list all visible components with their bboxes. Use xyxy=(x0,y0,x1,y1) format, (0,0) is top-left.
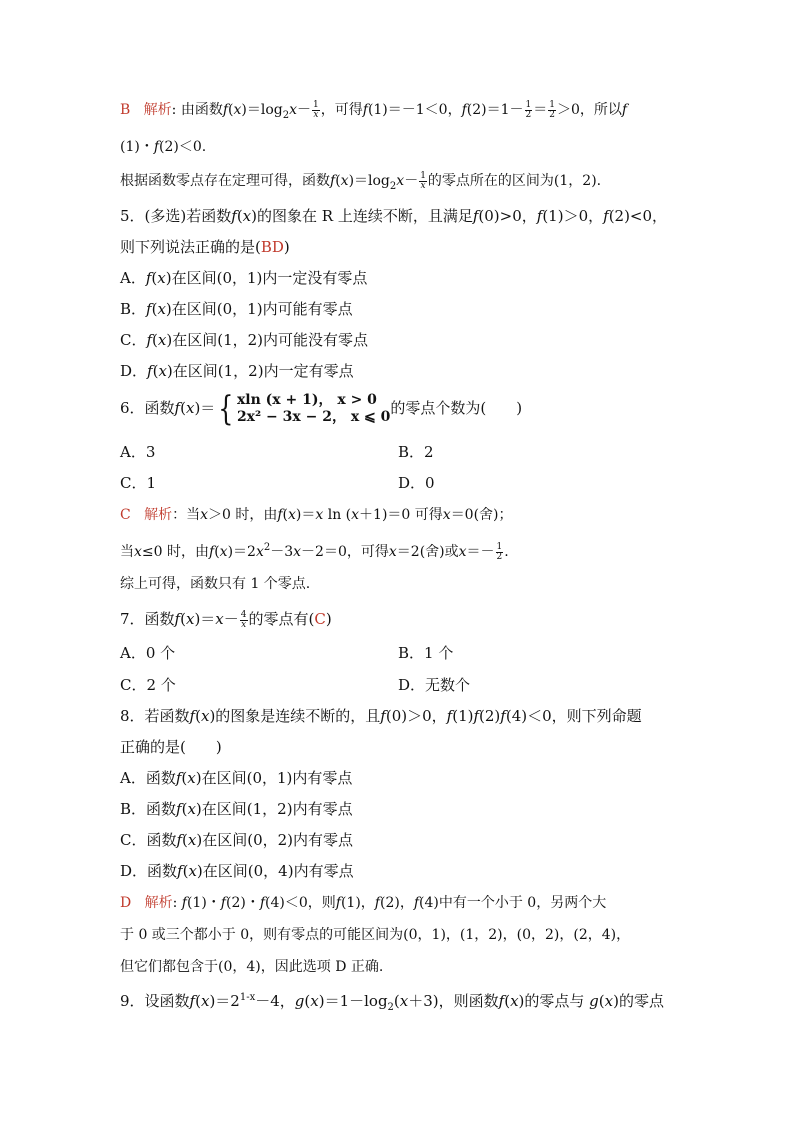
text: )在区间(0，2)内有零点 xyxy=(196,831,354,849)
text: A．函数 xyxy=(120,769,176,787)
text: x xyxy=(293,544,302,560)
text: f xyxy=(330,173,336,189)
solution-8-line-3 xyxy=(120,957,383,977)
text: 正确的是( ) xyxy=(120,738,222,756)
text: D． xyxy=(120,362,148,380)
text: x xyxy=(200,992,210,1010)
text: (2)<0， xyxy=(608,207,668,225)
text: (2) xyxy=(479,707,501,725)
text: A． xyxy=(120,269,146,287)
denominator: x xyxy=(313,109,319,120)
text: x xyxy=(200,507,208,523)
text: x xyxy=(242,207,252,225)
text: 1-x xyxy=(239,992,256,1003)
piecewise-cases xyxy=(237,392,390,426)
analysis-label: 解析 xyxy=(144,895,173,911)
text: 综上可得，函数只有 1 个零点. xyxy=(120,576,311,592)
text: )＝1－log xyxy=(318,992,388,1010)
text: )在区间(0，4)内有零点 xyxy=(196,862,354,880)
fraction xyxy=(525,101,533,120)
text: x xyxy=(185,399,195,417)
solution-6-line-3 xyxy=(120,574,310,594)
text: f xyxy=(472,207,479,225)
text: f xyxy=(181,895,187,911)
text: x xyxy=(187,800,196,818)
text: (2)・ xyxy=(225,895,260,911)
text: 的零点有( xyxy=(248,610,315,628)
text: )＝2 xyxy=(227,544,256,560)
case-2: 2x² − 3x − 2， x ⩽ 0 xyxy=(236,409,391,425)
denominator: 2 xyxy=(549,109,555,120)
text: x xyxy=(399,992,409,1010)
text: ＞0 时，由 xyxy=(207,507,278,523)
fraction xyxy=(419,172,427,191)
answer-letter: C xyxy=(314,610,326,628)
text: x xyxy=(188,862,197,880)
answer-letter: C xyxy=(120,507,131,523)
text: f xyxy=(413,895,420,911)
denominator: x xyxy=(420,180,426,191)
text: )在区间(1，2)内可能没有零点 xyxy=(166,331,369,349)
fraction xyxy=(496,543,504,562)
text: ( xyxy=(393,992,400,1010)
text: ( xyxy=(152,362,159,380)
text: (4)＜0，则下列命题 xyxy=(505,707,642,725)
text: )在区间(0，1)内可能有零点 xyxy=(165,300,353,318)
text: x xyxy=(510,992,519,1010)
text: ≤0 时，由 xyxy=(141,544,209,560)
text: 根据函数零点存在定理可得，函数 xyxy=(120,173,330,189)
question-5-option-a xyxy=(120,268,367,288)
text: f xyxy=(374,895,380,911)
numerator: 1 xyxy=(420,170,426,181)
text: x xyxy=(289,102,298,118)
text: f xyxy=(621,102,628,118)
text: ( xyxy=(228,102,234,118)
text: ＝－ xyxy=(466,544,495,560)
analysis-label: 解析 xyxy=(144,507,173,523)
text: f xyxy=(362,102,368,118)
text: 5．(多选)若函数 xyxy=(120,207,232,225)
text: x xyxy=(200,707,210,725)
option-c: C．1 xyxy=(120,474,157,492)
question-7-option-d xyxy=(398,675,470,695)
solution-4-line-3 xyxy=(120,171,601,197)
text: C．函数 xyxy=(120,831,177,849)
text: ( xyxy=(182,862,189,880)
question-8-option-c xyxy=(120,830,353,850)
text: (4)＜0，则 xyxy=(265,895,336,911)
text: (2)， xyxy=(379,895,414,911)
text: ( xyxy=(181,769,188,787)
option-a: A．3 xyxy=(120,443,156,461)
text: (4)中有一个小于 0，另两个大 xyxy=(419,895,607,911)
text: )的图象是连续不断的，且 xyxy=(209,707,381,725)
text: ( xyxy=(335,173,341,189)
text: x xyxy=(219,544,228,560)
numerator: 4 xyxy=(240,609,247,620)
text: ＞0，所以 xyxy=(557,102,622,118)
text: f xyxy=(500,707,506,725)
text: f xyxy=(147,362,153,380)
question-6-options-cd xyxy=(120,473,156,493)
left-brace: { xyxy=(218,389,234,429)
option-a: A．0 个 xyxy=(120,644,176,662)
text: )＝log xyxy=(348,173,390,189)
text: x xyxy=(157,300,166,318)
solution-8-line-2 xyxy=(120,925,630,945)
solution-6-line-1 xyxy=(120,505,513,525)
text: f xyxy=(335,895,341,911)
text: x xyxy=(233,102,242,118)
text: f xyxy=(461,102,467,118)
text: f xyxy=(536,207,543,225)
question-6-option-d xyxy=(398,473,435,493)
text: )在区间(1，2)内一定有零点 xyxy=(166,362,354,380)
option-d: D．0 xyxy=(398,474,435,492)
question-5-option-d xyxy=(120,361,354,381)
text: f xyxy=(222,102,229,118)
text: ( xyxy=(304,992,311,1010)
text: ) xyxy=(325,610,332,628)
solution-4-line-1 xyxy=(120,100,627,126)
text: )的图象在 R 上连续不断，且满足 xyxy=(251,207,473,225)
answer-letter: D xyxy=(120,895,132,911)
text: ( xyxy=(182,831,188,849)
text: ( xyxy=(598,992,605,1010)
text: 但它们都包含于(0，4)，因此选项 D 正确. xyxy=(120,959,384,975)
text: f xyxy=(176,800,182,818)
text: －4， xyxy=(255,992,295,1010)
text: x xyxy=(134,544,142,560)
text: ( xyxy=(181,800,188,818)
numerator: 1 xyxy=(549,99,555,110)
text: )在区间(0，1)内有零点 xyxy=(195,769,353,787)
option-d: D．无数个 xyxy=(398,676,471,694)
fraction xyxy=(312,101,320,120)
denominator: 2 xyxy=(496,551,503,562)
text: (2)＜0. xyxy=(159,139,207,155)
answer-letter: B xyxy=(120,102,131,118)
text: )＝2 xyxy=(209,992,240,1010)
text: x xyxy=(157,331,167,349)
text: ) xyxy=(283,238,290,256)
text: x xyxy=(396,173,405,189)
text: f xyxy=(498,992,505,1010)
text: x xyxy=(215,610,224,628)
text: (2)＝1－ xyxy=(466,102,524,118)
text: (1)＞0， xyxy=(542,207,604,225)
text: x xyxy=(315,507,324,523)
answer-letter: BD xyxy=(260,238,284,256)
text: (0)>0， xyxy=(478,207,537,225)
text: 2 xyxy=(389,181,397,192)
text: )的零点 xyxy=(613,992,664,1010)
text: x xyxy=(187,769,196,787)
text: f xyxy=(380,707,386,725)
text: ln ( xyxy=(323,507,352,523)
text: 于 0 或三个都小于 0，则有零点的可能区间为(0，1)，(1，2)，(0，2)，(2，4)， xyxy=(120,927,631,943)
question-7-option-c xyxy=(120,675,176,695)
text: ( xyxy=(151,300,158,318)
text: ( xyxy=(152,331,158,349)
text: x xyxy=(310,992,319,1010)
text: (1)， xyxy=(340,895,375,911)
case-1: xln (x + 1)， x > 0 xyxy=(236,392,377,408)
text: )＝ xyxy=(194,399,216,417)
text: 则下列说法正确的是( xyxy=(120,238,261,256)
text: 6．函数 xyxy=(120,399,175,417)
text: ＝0(舍)； xyxy=(450,507,513,523)
text: f xyxy=(189,707,196,725)
text: f xyxy=(231,207,237,225)
text: x xyxy=(255,544,264,560)
question-7-option-b xyxy=(398,643,453,663)
text: : 由函数 xyxy=(171,102,223,118)
solution-6-line-2 xyxy=(120,538,509,562)
text: f xyxy=(473,707,480,725)
text: (1)・ xyxy=(186,895,221,911)
text: B．函数 xyxy=(120,800,177,818)
text: D．函数 xyxy=(120,862,178,880)
text: . xyxy=(504,544,509,560)
text: x xyxy=(604,992,614,1010)
question-6-stem xyxy=(120,389,523,429)
text: f xyxy=(220,895,226,911)
text: )＝ xyxy=(295,507,316,523)
text: x xyxy=(288,507,296,523)
fraction xyxy=(240,611,248,630)
text: 2 xyxy=(282,110,290,121)
text: f xyxy=(603,207,609,225)
text: f xyxy=(177,862,183,880)
option-b: B．2 xyxy=(398,443,434,461)
text: － xyxy=(404,173,419,189)
text: f xyxy=(146,300,152,318)
text: 2 xyxy=(387,1002,394,1013)
question-8-option-a xyxy=(120,768,352,788)
text: 的零点个数为( ) xyxy=(390,399,523,417)
text: ＝2(舍)或 xyxy=(396,544,459,560)
text: 9．设函数 xyxy=(120,992,190,1010)
text: ( xyxy=(195,992,201,1010)
solution-4-line-2 xyxy=(120,137,206,157)
denominator: 2 xyxy=(525,109,532,120)
text: f xyxy=(174,399,181,417)
question-9-stem xyxy=(120,988,664,1018)
text: )在区间(1，2)内有零点 xyxy=(195,800,353,818)
text: f xyxy=(153,139,160,155)
question-8-option-b xyxy=(120,799,353,819)
text: ( xyxy=(151,269,158,287)
solution-8-line-1 xyxy=(120,893,606,913)
text: : xyxy=(172,895,182,911)
text: f xyxy=(145,269,152,287)
option-c: C．2 个 xyxy=(120,676,176,694)
text: )的零点与 xyxy=(518,992,590,1010)
text: B． xyxy=(120,300,147,318)
text: f xyxy=(189,992,196,1010)
text: x xyxy=(340,173,349,189)
text: 7．函数 xyxy=(120,610,175,628)
question-5-option-b xyxy=(120,299,353,319)
question-8-option-d xyxy=(120,861,354,881)
text: ( xyxy=(180,610,186,628)
text: － xyxy=(223,610,239,628)
numerator: 1 xyxy=(525,99,532,110)
text: ( xyxy=(180,399,186,417)
text: f xyxy=(446,707,453,725)
text: ( xyxy=(195,707,201,725)
text: x xyxy=(351,507,360,523)
text: x xyxy=(187,831,197,849)
fraction xyxy=(548,101,556,120)
text: x xyxy=(157,269,166,287)
text: －2＝0，可得 xyxy=(301,544,389,560)
text: ：当 xyxy=(172,507,201,523)
text: x xyxy=(185,610,195,628)
question-8-stem-2 xyxy=(120,737,222,757)
text: 的零点所在的区间为(1，2). xyxy=(427,173,602,189)
question-7-stem xyxy=(120,609,332,630)
text: C． xyxy=(120,331,147,349)
text: )＝log xyxy=(241,102,283,118)
question-6-options-ab xyxy=(120,442,155,462)
text: g xyxy=(294,992,305,1010)
text: f xyxy=(259,895,266,911)
question-5-stem-2 xyxy=(120,237,290,257)
text: f xyxy=(146,331,153,349)
text: 8．若函数 xyxy=(120,707,190,725)
text: (0)＞0， xyxy=(385,707,447,725)
text: －3 xyxy=(270,544,294,560)
numerator: 1 xyxy=(496,541,503,552)
question-7-option-a xyxy=(120,643,175,663)
question-6-option-b xyxy=(398,442,434,462)
text: ＋3)，则函数 xyxy=(408,992,499,1010)
text: f xyxy=(174,610,181,628)
text: ＝ xyxy=(533,102,548,118)
text: (1) xyxy=(452,707,474,725)
text: 2 xyxy=(263,542,271,553)
text: x xyxy=(442,507,451,523)
text: g xyxy=(589,992,599,1010)
question-5-stem xyxy=(120,206,667,226)
question-8-stem xyxy=(120,706,642,726)
text: f xyxy=(175,769,182,787)
text: ( xyxy=(282,507,288,523)
text: (1)＝－1＜0， xyxy=(367,102,462,118)
text: － xyxy=(297,102,312,118)
text: x xyxy=(158,362,167,380)
text: 当 xyxy=(120,544,134,560)
text: ( xyxy=(214,544,220,560)
analysis-label: 解析 xyxy=(143,102,172,118)
numerator: 1 xyxy=(313,99,319,110)
text: )在区间(0，1)内一定没有零点 xyxy=(165,269,368,287)
option-b: B．1 个 xyxy=(398,644,454,662)
text: ，可得 xyxy=(320,102,363,118)
text: x xyxy=(458,544,467,560)
denominator: x xyxy=(241,619,247,630)
text: f xyxy=(176,831,183,849)
text: x xyxy=(388,544,397,560)
text: ＋1)＝0 可得 xyxy=(359,507,443,523)
text: f xyxy=(209,544,215,560)
text: ( xyxy=(504,992,511,1010)
text: (1)・ xyxy=(120,139,154,155)
text: ( xyxy=(236,207,243,225)
question-5-option-c xyxy=(120,330,368,350)
text: )＝ xyxy=(194,610,216,628)
text: f xyxy=(277,507,283,523)
